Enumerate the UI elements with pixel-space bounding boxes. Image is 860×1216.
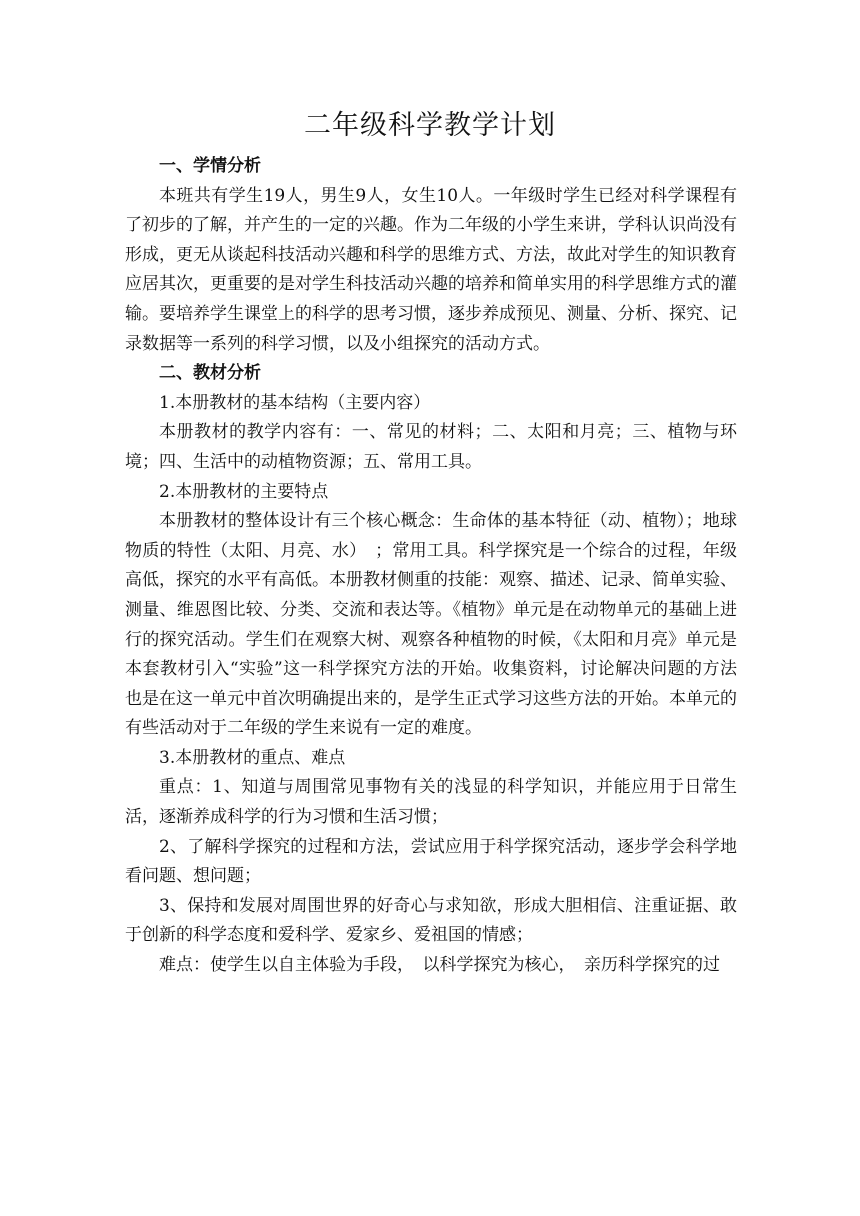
paragraph-key-point-1: 重点：1、知道与周围常见事物有关的浅显的科学知识，并能应用于日常生活，逐渐养成科学的行为习惯和生活习惯； <box>125 777 737 828</box>
subheading-key-difficult: 3.本册教材的重点、难点 <box>159 747 346 768</box>
subheading-structure: 1.本册教材的基本结构（主要内容） <box>159 392 431 413</box>
paragraph-features: 本册教材的整体设计有三个核心概念：生命体的基本特征（动、植物）；地球物质的特性（太阳、月亮、水） ；常用工具。科学探究是一个综合的过程，年级高低，探究的水平有高低。本册教材侧重的技能：观察、描述、记录、简单实验、测量、维恩图比较、分类、交流和表达等。《植物》单元是在动物单元的基础上进行的探究活动。学生们在观察大树、观察各种植物的时候，《太阳和月亮》单元是本套教材引入“实验”这一科学探究方法的开始。收集资料，讨论解决问题的方法也是在这一单元中首次明确提出来的，是学生正式学习这些方法的开始。本单元的有些活动对于二年级的学生来说有一定的难度。 <box>125 511 737 739</box>
document-title: 二年级科学教学计划 <box>304 110 556 141</box>
subheading-features: 2.本册教材的主要特点 <box>159 481 329 502</box>
paragraph-difficulty: 难点：使学生以自主体验为手段， 以科学探究为核心， 亲历科学探究的过 <box>159 955 720 976</box>
section-heading-student-analysis: 一、学情分析 <box>159 156 261 176</box>
section-heading-textbook-analysis: 二、教材分析 <box>159 363 261 384</box>
paragraph-key-point-3: 3、保持和发展对周围世界的好奇心与求知欲，形成大胆相信、注重证据、敢于创新的科学态度和爱科学、爱家乡、爱祖国的情感； <box>125 895 737 946</box>
document-body <box>125 152 737 981</box>
paragraph-student-analysis: 本班共有学生19人，男生9人，女生10人。一年级时学生已经对科学课程有了初步的了解，并产生的一定的兴趣。作为二年级的小学生来讲，学科认识尚没有形成，更无从谈起科技活动兴趣和科学的思维方式、方法，故此对学生的知识教育应居其次，更重要的是对学生科技活动兴趣的培养和简单实用的科学思维方式的灌输。要培养学生课堂上的科学的思考习惯，逐步养成预见、测量、分析、探究、记录数据等一系列的科学习惯，以及小组探究的活动方式。 <box>125 185 737 354</box>
paragraph-structure: 本册教材的教学内容有：一、常见的材料；二、太阳和月亮；三、植物与环境；四、生活中的动植物资源；五、常用工具。 <box>125 422 737 472</box>
paragraph-key-point-2: 2、了解科学探究的过程和方法，尝试应用于科学探究活动，逐步学会科学地看问题、想问题； <box>125 836 737 887</box>
